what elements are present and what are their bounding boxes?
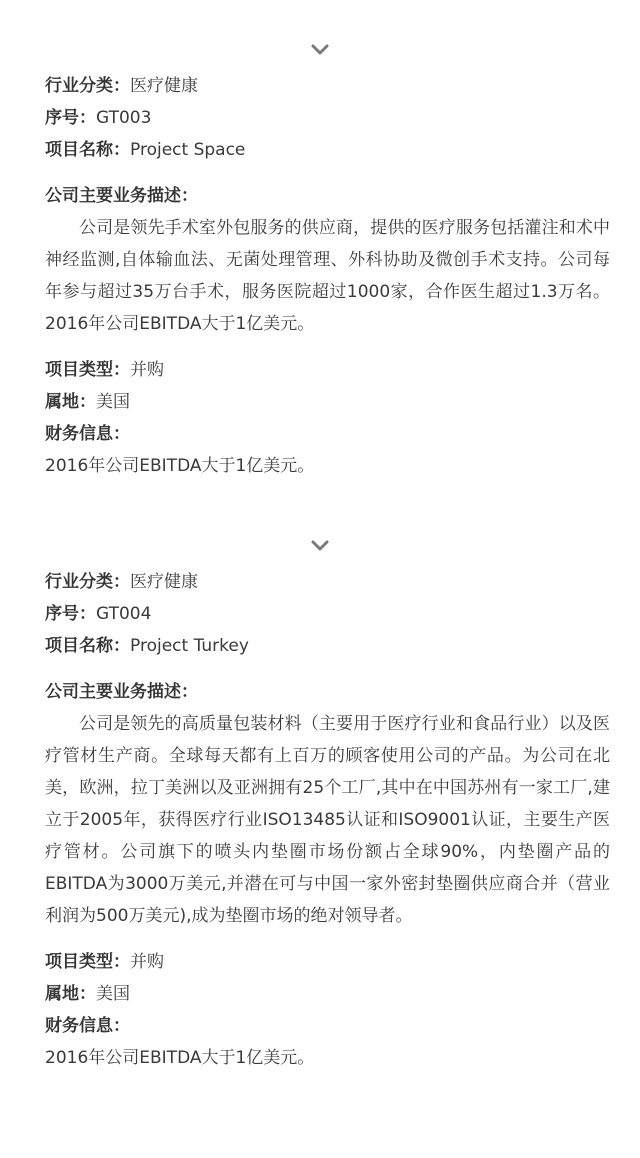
number-row <box>45 102 615 134</box>
project-type-value: 并购 <box>130 952 164 972</box>
project-name-label: 项目名称： <box>45 140 130 160</box>
location-value: 美国 <box>96 984 130 1004</box>
finance-row <box>45 1010 615 1042</box>
project-type-row <box>45 946 615 978</box>
location-value: 美国 <box>96 392 130 412</box>
description-label: 公司主要业务描述： <box>45 186 198 206</box>
industry-label: 行业分类： <box>45 572 130 592</box>
description-label: 公司主要业务描述： <box>45 682 198 702</box>
number-value: GT003 <box>96 108 152 128</box>
industry-row <box>45 566 615 598</box>
project-name-label: 项目名称： <box>45 636 130 656</box>
finance-row <box>45 418 615 450</box>
finance-value: 2016年公司EBITDA大于1亿美元。 <box>45 456 315 476</box>
number-label: 序号： <box>45 108 96 128</box>
project-type-row <box>45 354 615 386</box>
number-label: 序号： <box>45 604 96 624</box>
number-value: GT004 <box>96 604 152 624</box>
industry-value: 医疗健康 <box>130 572 198 592</box>
finance-label: 财务信息： <box>45 1016 130 1036</box>
chevron-down-icon[interactable] <box>311 44 329 56</box>
number-row <box>45 598 615 630</box>
project-type-label: 项目类型： <box>45 952 130 972</box>
location-row <box>45 978 615 1010</box>
finance-value: 2016年公司EBITDA大于1亿美元。 <box>45 1048 315 1068</box>
industry-value: 医疗健康 <box>130 76 198 96</box>
project-name-row <box>45 630 615 662</box>
location-label: 属地： <box>45 392 96 412</box>
project-type-label: 项目类型： <box>45 360 130 380</box>
chevron-down-icon[interactable] <box>311 540 329 552</box>
project-type-value: 并购 <box>130 360 164 380</box>
industry-row <box>45 70 615 102</box>
location-label: 属地： <box>45 984 96 1004</box>
description-text: 公司是领先的高质量包装材料（主要用于医疗行业和食品行业）以及医疗管材生产商。全球每天都有上百万的顾客使用公司的产品。为公司在北美，欧洲，拉丁美洲以及亚洲拥有25个工厂,其中在中国苏州有一家工厂,建立于2005年，获得医疗行业ISO13485认证和ISO9001认证，主要生产医疗管材。公司旗下的喷头内垫圈市场份额占全球90%，内垫圈产品的EBITDA为3000万美元,并潜在可与中国一家外密封垫圈供应商合并（营业利润为500万美元),成为垫圈市场的绝对领导者。 <box>45 714 610 926</box>
industry-label: 行业分类： <box>45 76 130 96</box>
project-name-value: Project Space <box>130 140 246 160</box>
location-row <box>45 386 615 418</box>
project-name-value: Project Turkey <box>130 636 249 656</box>
description-text: 公司是领先手术室外包服务的供应商，提供的医疗服务包括灌注和术中神经监测,自体输血法、无菌处理管理、外科协助及微创手术支持。公司每年参与超过35万台手术，服务医院超过1000家，合作医生超过1.3万名。2016年公司EBITDA大于1亿美元。 <box>45 218 610 334</box>
finance-label: 财务信息： <box>45 424 130 444</box>
project-name-row <box>45 134 615 166</box>
